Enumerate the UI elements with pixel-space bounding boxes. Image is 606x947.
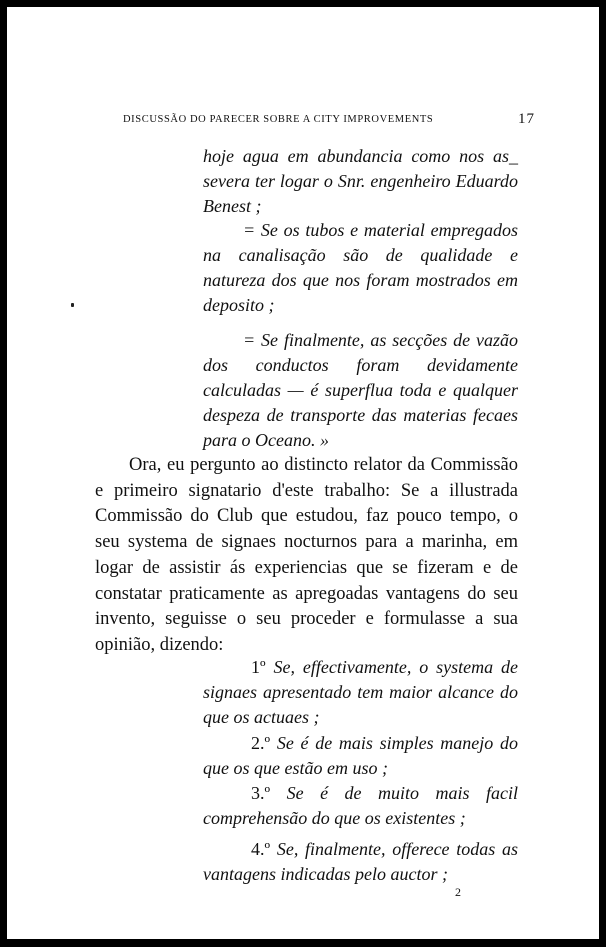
- quote-paragraph-1: [203, 144, 518, 219]
- quote-text-3: = Se finalmente, as secções de vazão dos conductos foram devidamente calculadas — é superflua toda e qualquer despeza de transporte das materias fecaes para o Oceano. »: [203, 330, 518, 450]
- list-item-number: 4.º: [251, 839, 271, 859]
- list-item-text: Se é de mais simples manejo do que os que estão em uso ;: [203, 733, 519, 778]
- book-page: [7, 7, 599, 939]
- list-item: [203, 781, 518, 831]
- list-item: [203, 731, 518, 781]
- list-item-number: 1º: [251, 657, 266, 677]
- list-item-text: Se, effectivamente, o systema de signaes apresentado tem maior alcance do que os actuaes ;: [203, 657, 519, 727]
- list-item: [203, 837, 518, 887]
- quote-paragraph-2: [203, 218, 518, 318]
- running-header: [123, 111, 535, 127]
- running-title: DISCUSSÃO DO PARECER SOBRE A CITY IMPROVEMENTS: [123, 114, 434, 125]
- body-paragraph: Ora, eu pergunto ao distincto relator da Commissão e primeiro signatario d'este trabalho: Se a illustrada Commissão do Club que estudou, faz pouco tempo, o seu systema de signaes nocturnos para a marinha, em logar de assistir ás experiencias que se fizeram e de constatar praticamente as apregoadas vantagens do seu invento, seguisse o seu proceder e formulasse a sua opinião, dizendo:: [95, 455, 518, 655]
- quote-text-2: = Se os tubos e material empregados na canalisação são de qualidade e natureza dos que nos foram mostrados em deposito ;: [203, 220, 518, 315]
- signature-mark: 2: [455, 885, 461, 899]
- list-item-text: Se, finalmente, offerece todas as vantagens indicadas pelo auctor ;: [203, 839, 519, 884]
- page-number: 17: [518, 111, 535, 127]
- quote-paragraph-3: [203, 328, 518, 453]
- ink-speck: [71, 303, 74, 307]
- list-item-text: Se é de muito mais facil comprehensão do que os existentes ;: [203, 783, 519, 828]
- list-item-number: 2.º: [251, 733, 271, 753]
- list-item-number: 3.º: [251, 783, 271, 803]
- quote-text-1: hoje agua em abundancia como nos as_ severa ter logar o Snr. engenheiro Eduardo Benest ;: [203, 146, 518, 216]
- list-item: [203, 655, 518, 730]
